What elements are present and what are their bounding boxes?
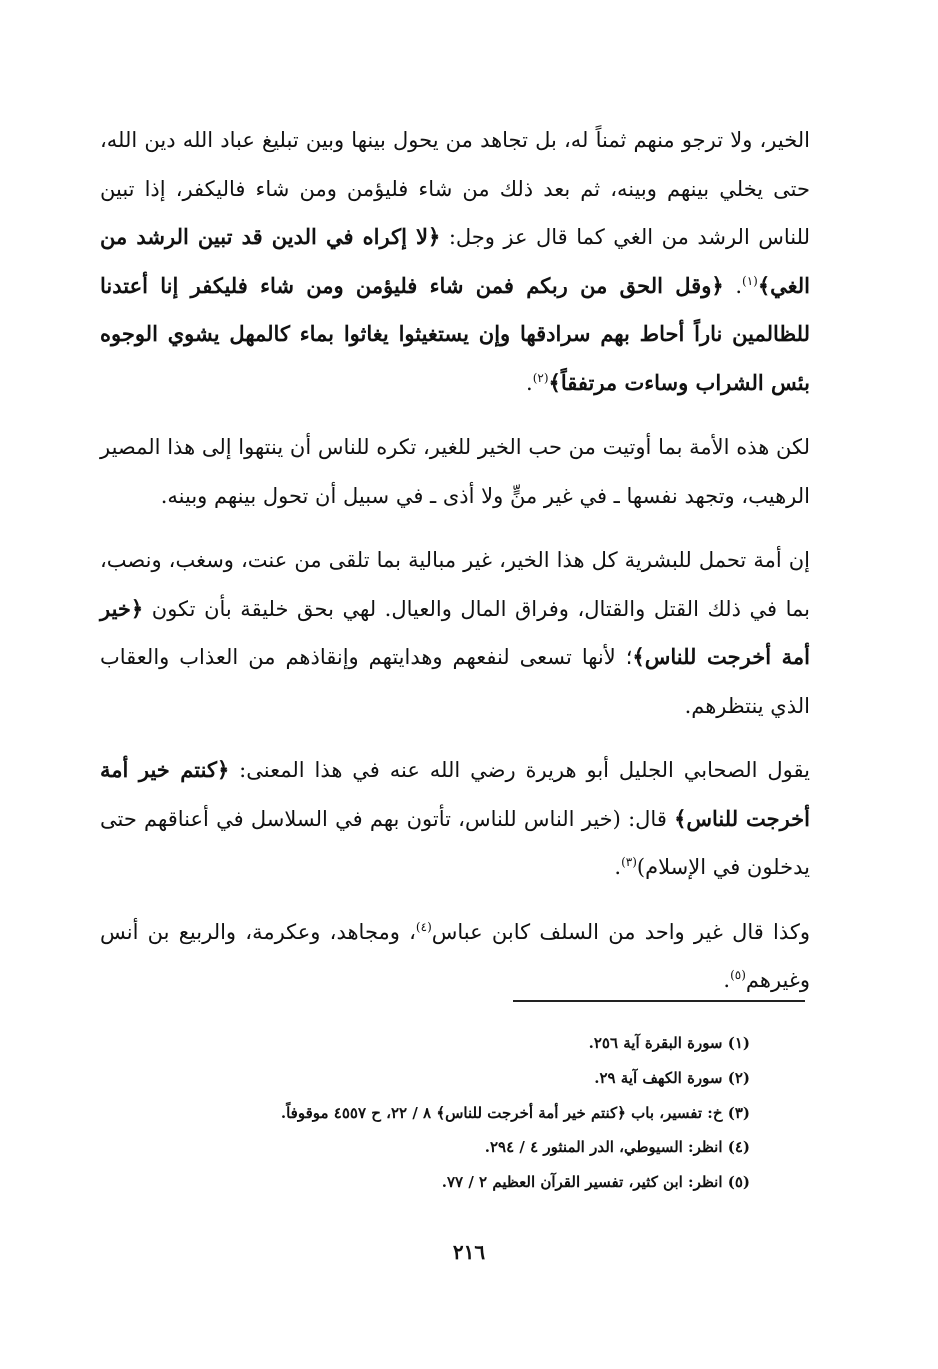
footnote-ref: (٣) — [621, 855, 637, 869]
text-run: ؛ لأنها تسعى لنفعهم وهدايتهم وإنقاذهم من العذاب والعقاب الذي ينتظرهم. — [100, 645, 810, 718]
footnote-ref: (٥) — [730, 968, 746, 982]
quran-quote: ﴿خير أمة أخرجت للناس﴾ — [100, 595, 810, 669]
footnote-ref: (٤) — [415, 919, 432, 934]
text-run: . — [614, 855, 622, 879]
text-run: ، ومجاهد، وعكرمة، والربيع بن أنس وغيرهم — [100, 919, 810, 992]
paragraph — [100, 536, 810, 730]
text-run: إن أمة تحمل للبشرية كل هذا الخير، غير مبالية بما تلقى من عنت، وسغب، ونصب، بما في ذلك القتل والقتال، وفراق المال والعيال. لهي بحق خليقة بأن تكون — [100, 548, 811, 621]
quran-quote: ﴿لا إكراه في الدين قد تبين الرشد من الغي﴾ — [100, 224, 810, 298]
footnote-divider — [513, 1000, 805, 1002]
paragraph — [100, 423, 810, 520]
footnote-4: (٤) انظر: السيوطي، الدر المنثور ٤ / ٢٩٤. — [484, 1138, 750, 1157]
quran-quote: ﴿كنتم خير أمة أخرجت للناس﴾ — [100, 757, 810, 831]
text-run: . — [723, 968, 731, 992]
text-run: قال: (خير الناس للناس، تأتون بهم في السلاسل في أعناقهم حتى يدخلون في الإسلام) — [100, 806, 810, 879]
footnotes — [110, 1026, 750, 1200]
footnote-5: (٥) انظر: ابن كثير، تفسير القرآن العظيم ٢ / ٧٧. — [441, 1173, 750, 1192]
text-run: يقول الصحابي الجليل أبو هريرة رضي الله عنه في هذا المعنى: — [229, 758, 810, 782]
paragraph — [100, 908, 810, 1005]
footnote-ref: (٢) — [532, 370, 549, 385]
text-run: الخير، ولا ترجو منهم ثمناً له، بل تجاهد من يحول بينها وبين تبليغ عباد الله دين الله، حتى يخلي بينهم وبينه، ثم بعد ذلك من شاء فليؤمن ومن شاء فاليكفر، إذا تبين للناس الرشد من الغي كما قال عز وجل: — [100, 128, 810, 249]
footnote-3: (٣) خ: تفسير، باب ﴿كنتم خير أمة أخرجت للناس﴾ ٨ / ٢٢، ح ٤٥٥٧ موقوفاً. — [280, 1103, 750, 1122]
paragraph — [100, 116, 810, 407]
text-run: . — [723, 273, 742, 298]
footnote-1: (١) سورة البقرة آية ٢٥٦. — [588, 1034, 750, 1052]
text-run: وكذا قال غير واحد من السلف كابن عباس — [431, 919, 810, 944]
paragraph — [100, 746, 810, 892]
page-number: ٢١٦ — [452, 1240, 486, 1264]
text-run: لكن هذه الأمة بما أوتيت من حب الخير للغير، تكره للناس أن ينتهوا إلى هذا المصير الرهيب، وتجهد نفسها ـ في غير منٍّ ولا أذى ـ في سبيل أن تحول بينهم وبينه. — [100, 435, 810, 508]
body-text — [100, 116, 810, 1021]
text-run: . — [526, 370, 533, 395]
quran-quote: ﴿وقل الحق من ربكم فمن شاء فليؤمن ومن شاء فليكفر إنا أعتدنا للظالمين ناراً أحاط بهم سرادقها وإن يستغيثوا يغاثوا بماء كالمهل يشوي الوجوه بئس الشراب وساءت مرتفقاً﴾ — [100, 272, 810, 395]
footnote-2: (٢) سورة الكهف آية ٢٩. — [594, 1068, 750, 1087]
footnote-ref: (١) — [742, 273, 758, 288]
